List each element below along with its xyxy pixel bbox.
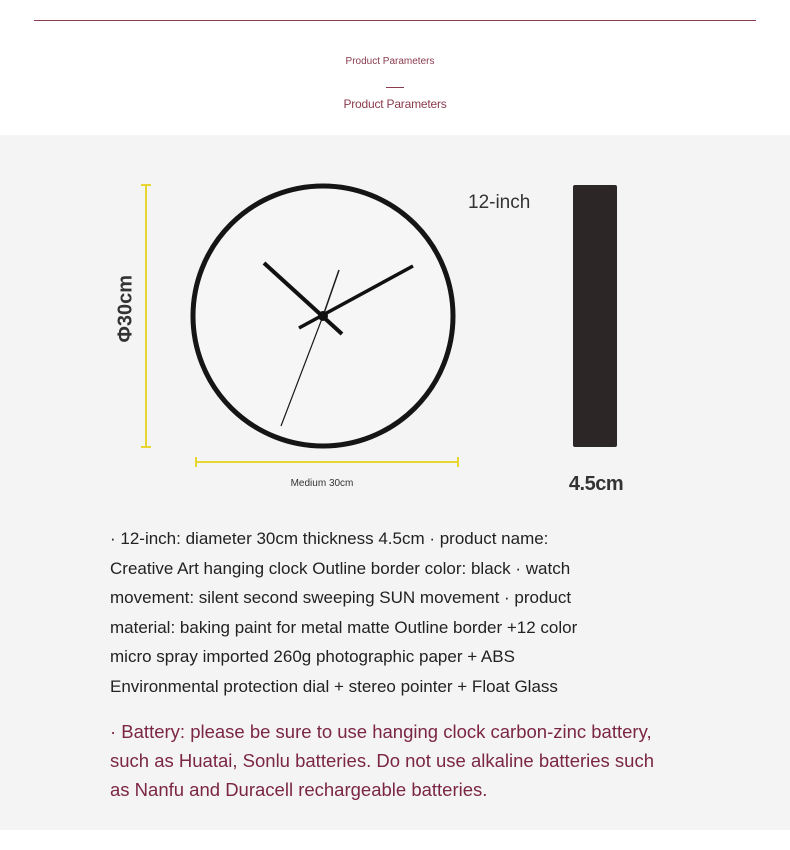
thickness-label: 4.5cm [568,473,624,495]
size-label: 12-inch [468,192,531,213]
height-ruler [141,185,151,447]
side-profile-bar [573,185,617,447]
section-title: Product Parameters [343,97,447,111]
section-title-small: Product Parameters [345,56,435,67]
width-ruler [196,457,458,467]
battery-warning: · Battery: please be sure to use hanging clock carbon-zinc battery, such as Huatai, Sonlu batteries. Do not use alkaline batteries such as Nanfu and Duracell rechargeable batteries. [110,721,655,800]
width-label: Medium 30cm [290,478,354,489]
clock-image [193,186,453,446]
diameter-label: Φ30cm [114,274,137,343]
clock-center [318,311,328,321]
product-description: · 12-inch: diameter 30cm thickness 4.5cm · product name: Creative Art hanging clock Outline border color: black · watch movement: silent second sweeping SUN movement · product material: baking paint for metal matte Outline border +12 color micro spray imported 260g photographic paper + ABS Environmental protection dial + stereo pointer + Float Glass [110,529,578,696]
